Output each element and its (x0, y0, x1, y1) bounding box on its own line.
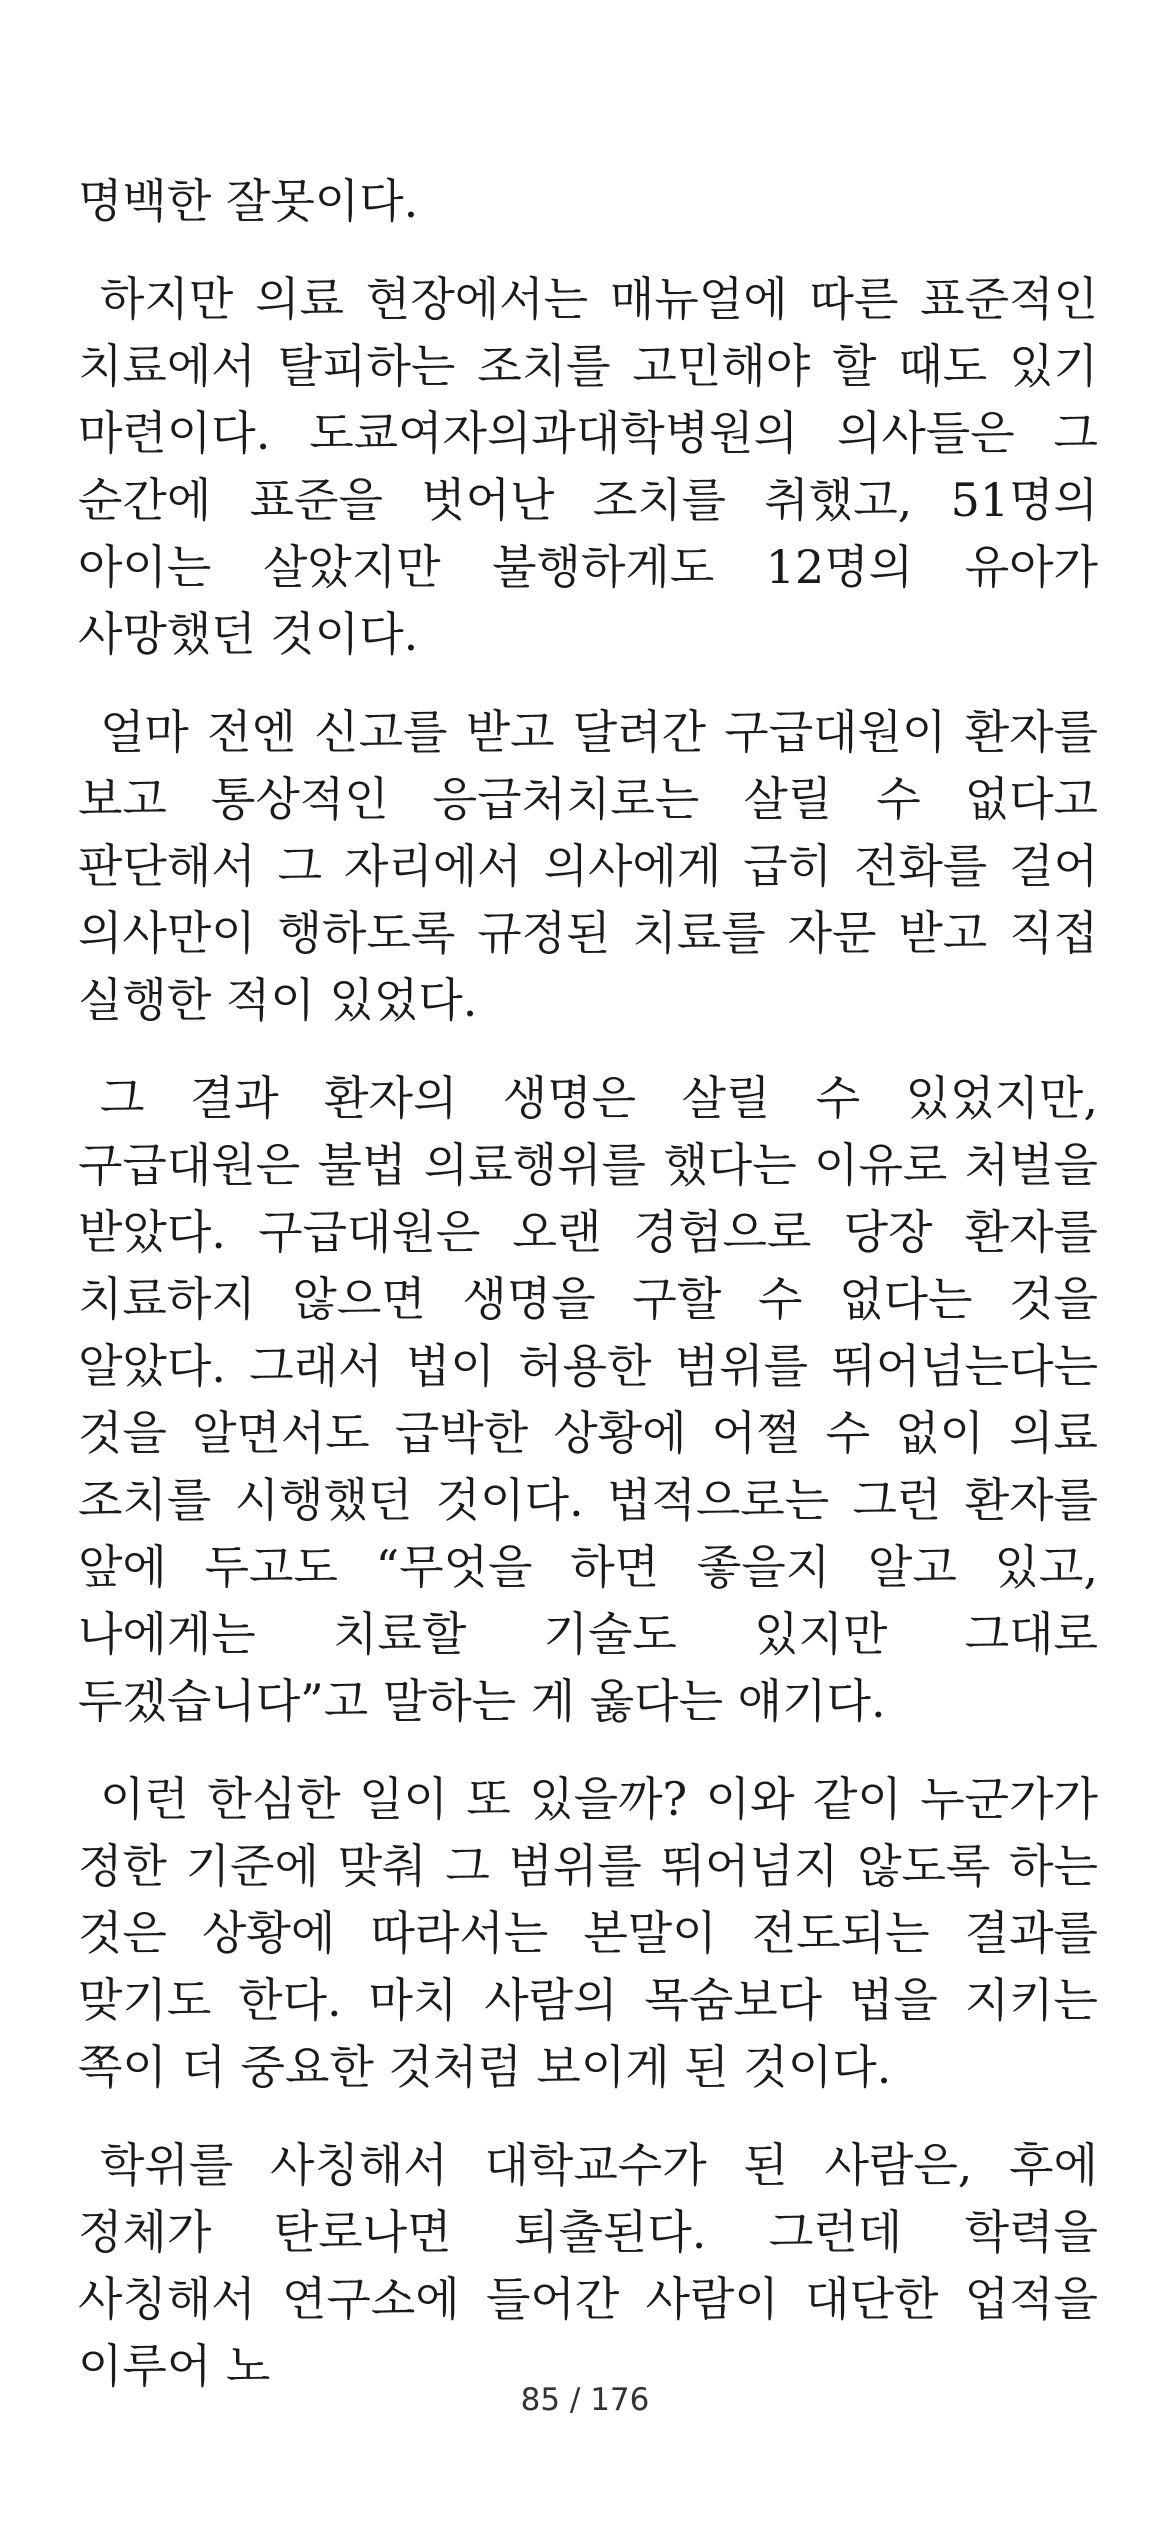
paragraph-3: 얼마 전엔 신고를 받고 달려간 구급대원이 환자를 보고 통상적인 응급처치로는 살릴 수 없다고 판단해서 그 자리에서 의사에게 급히 전화를 걸어 의사만이 행하도록 규정된 치료를 자문 받고 직접 실행한 적이 있었다. (78, 705, 1098, 1027)
paragraph-4: 그 결과 환자의 생명은 살릴 수 있었지만, 구급대원은 불법 의료행위를 했다는 이유로 처벌을 받았다. 구급대원은 오랜 경험으로 당장 환자를 치료하지 않으면 생명을 구할 수 없다는 것을 알았다. 그래서 법이 허용한 범위를 뛰어넘는다는 것을 알면서도 급박한 상황에 어쩔 수 없이 의료 조치를 시행했던 것이다. 법적으로는 그런 환자를 앞에 두고도 “무엇을 하면 좋을지 알고 있고, 나에게는 치료할 기술도 있지만 그대로 두겠습니다”고 말하는 게 옳다는 얘기다. (78, 1071, 1098, 1728)
paragraph-6: 학위를 사칭해서 대학교수가 된 사람은, 후에 정체가 탄로나면 퇴출된다. 그런데 학력을 사칭해서 연구소에 들어간 사람이 대단한 업적을 이루어 노 (78, 2138, 1098, 2393)
page-indicator: 85 / 176 (520, 2382, 650, 2418)
paragraph-2: 하지만 의료 현장에서는 매뉴얼에 따른 표준적인 치료에서 탈피하는 조치를 고민해야 할 때도 있기 마련이다. 도쿄여자의과대학병원의 의사들은 그 순간에 표준을 벗어난 조치를 취했고, 51명의 아이는 살았지만 불행하게도 12명의 유아가 사망했던 것이다. (78, 272, 1098, 661)
paragraph-1: 명백한 잘못이다. (78, 174, 419, 228)
paragraph-5: 이런 한심한 일이 또 있을까? 이와 같이 누군가가 정한 기준에 맞춰 그 범위를 뛰어넘지 않도록 하는 것은 상황에 따라서는 본말이 전도되는 결과를 맞기도 한다. 마치 사람의 목숨보다 법을 지키는 쪽이 더 중요한 것처럼 보이게 된 것이다. (78, 1772, 1098, 2094)
reader-page[interactable] (78, 168, 1098, 2431)
